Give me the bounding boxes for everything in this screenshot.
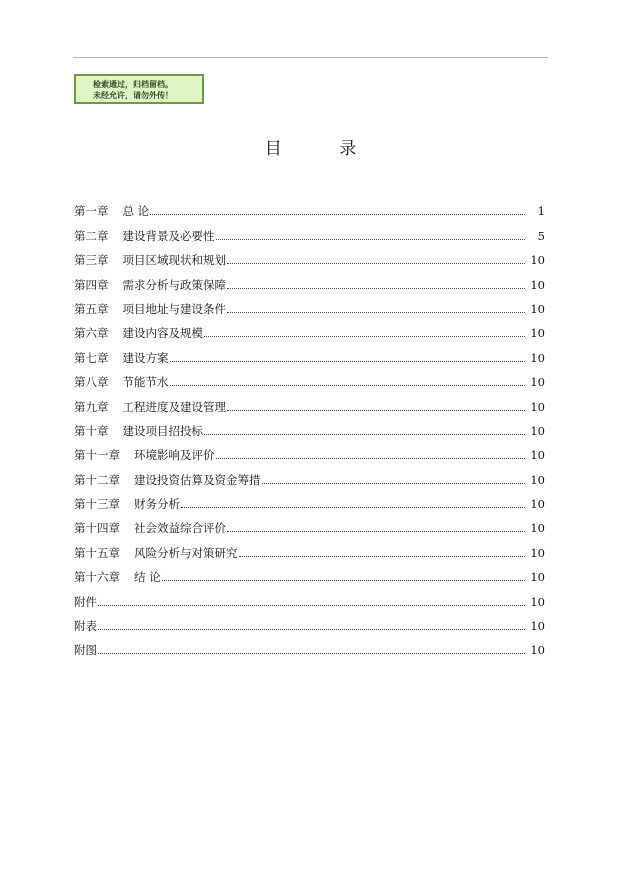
toc-entry-name: 总 论	[122, 204, 150, 219]
toc-entry-page: 10	[530, 643, 545, 658]
toc-entry[interactable]	[74, 316, 545, 340]
toc-entry-leader	[170, 385, 526, 386]
toc-entry[interactable]	[74, 560, 545, 584]
toc-entry-page: 10	[530, 423, 545, 438]
toc-entry-page: 5	[537, 228, 545, 243]
toc-entry-chapter: 第十三章	[74, 497, 120, 512]
toc-entry[interactable]	[74, 218, 545, 242]
toc-entry[interactable]	[74, 365, 545, 389]
toc-entry-name: 工程进度及建设管理	[122, 399, 226, 414]
toc-entry-name: 风险分析与对策研究	[134, 545, 238, 560]
toc-entry-name: 附图	[74, 643, 97, 658]
toc-entry-name: 建设内容及规模	[122, 326, 203, 341]
toc-entry-chapter: 第十二章	[74, 472, 120, 487]
toc-entry-name: 需求分析与政策保障	[122, 277, 226, 292]
toc-entry[interactable]	[74, 267, 545, 291]
toc-entry-page: 10	[530, 448, 545, 463]
toc-entry-name: 环境影响及评价	[134, 448, 215, 463]
toc-entry-name: 节能节水	[122, 375, 169, 390]
toc-entry-name: 建设项目招投标	[122, 423, 203, 438]
toc-entry-leader	[181, 507, 525, 508]
toc-entry-leader	[98, 629, 525, 630]
toc-entry-leader	[150, 214, 525, 215]
toc-entry-name: 项目区域现状和规划	[122, 253, 226, 268]
header-rule	[73, 57, 548, 58]
toc-entry[interactable]	[74, 414, 545, 438]
toc-entry-chapter: 第七章	[74, 350, 109, 365]
toc-entry-name: 社会效益综合评价	[134, 521, 226, 536]
toc-entry-leader	[170, 361, 526, 362]
toc-entry-page: 10	[530, 350, 545, 365]
toc-entry[interactable]	[74, 462, 545, 486]
toc-entry-leader	[227, 531, 525, 532]
toc-entry-leader	[162, 580, 525, 581]
toc-list	[74, 194, 545, 657]
toc-entry-name: 建设背景及必要性	[122, 228, 215, 243]
toc-entry-chapter: 第五章	[74, 301, 109, 316]
toc-entry-page: 10	[530, 301, 545, 316]
toc-entry[interactable]	[74, 438, 545, 462]
toc-entry-chapter: 第八章	[74, 375, 109, 390]
stamp-line-2: 未经允许，请勿外传！	[93, 91, 173, 100]
toc-entry[interactable]	[74, 487, 545, 511]
toc-entry-name: 财务分析	[134, 497, 180, 512]
toc-entry-chapter: 第十六章	[74, 570, 120, 585]
toc-entry-name: 结 论	[134, 570, 161, 585]
toc-entry[interactable]	[74, 609, 545, 633]
toc-entry[interactable]	[74, 194, 545, 218]
toc-entry-page: 10	[530, 326, 545, 341]
toc-entry-page: 10	[530, 497, 545, 512]
toc-entry[interactable]	[74, 389, 545, 413]
toc-entry-name: 附件	[74, 594, 97, 609]
toc-entry[interactable]	[74, 511, 545, 535]
toc-entry-chapter: 第二章	[74, 228, 109, 243]
toc-entry-leader	[204, 434, 525, 435]
toc-entry-leader	[204, 336, 525, 337]
toc-entry[interactable]	[74, 292, 545, 316]
toc-title: 目 录	[264, 139, 383, 159]
toc-entry-page: 10	[530, 521, 545, 536]
toc-entry-chapter: 第十章	[74, 423, 109, 438]
toc-entry-chapter: 第十五章	[74, 545, 120, 560]
toc-entry-leader	[216, 458, 526, 459]
toc-entry[interactable]	[74, 535, 545, 559]
toc-entry-leader	[262, 483, 526, 484]
toc-entry-leader	[98, 605, 525, 606]
toc-entry-leader	[98, 653, 525, 654]
toc-entry-page: 10	[530, 375, 545, 390]
toc-entry[interactable]	[74, 243, 545, 267]
toc-entry-name: 建设方案	[122, 350, 169, 365]
toc-entry-chapter: 第四章	[74, 277, 109, 292]
toc-entry-page: 10	[530, 253, 545, 268]
toc-entry-leader	[239, 556, 526, 557]
confidentiality-stamp	[74, 74, 204, 104]
toc-entry-leader	[227, 263, 525, 264]
toc-entry[interactable]	[74, 633, 545, 657]
stamp-line-1: 检索通过，归档留档。	[93, 80, 173, 89]
toc-entry[interactable]	[74, 584, 545, 608]
toc-entry-chapter: 第十一章	[74, 448, 120, 463]
toc-entry-chapter: 第三章	[74, 253, 109, 268]
toc-entry-page: 10	[530, 619, 545, 634]
toc-entry-chapter: 第十四章	[74, 521, 120, 536]
toc-entry-leader	[227, 410, 525, 411]
toc-entry-page: 10	[530, 545, 545, 560]
toc-entry-chapter: 第一章	[74, 204, 109, 219]
toc-entry-page: 10	[530, 277, 545, 292]
toc-entry-name: 建设投资估算及资金筹措	[134, 472, 261, 487]
toc-entry-leader	[227, 288, 525, 289]
toc-entry-chapter: 第九章	[74, 399, 109, 414]
toc-entry-page: 10	[530, 570, 545, 585]
toc-entry-name: 附表	[74, 619, 97, 634]
toc-entry-name: 项目地址与建设条件	[122, 301, 226, 316]
toc-entry-chapter: 第六章	[74, 326, 109, 341]
toc-entry-leader	[227, 312, 525, 313]
toc-entry-leader	[216, 239, 526, 240]
toc-entry-page: 10	[530, 594, 545, 609]
toc-entry-page: 1	[537, 204, 545, 219]
toc-entry-page: 10	[530, 399, 545, 414]
toc-entry-page: 10	[530, 472, 545, 487]
toc-entry[interactable]	[74, 340, 545, 364]
